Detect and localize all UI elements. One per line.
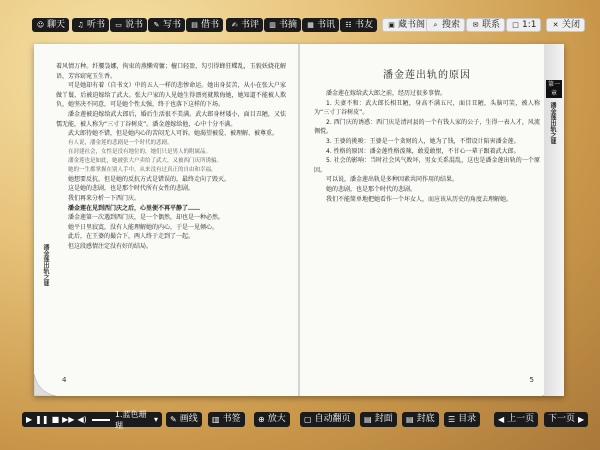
right-page: [300, 44, 564, 396]
toc-button[interactable]: ☰ 目录: [444, 412, 480, 427]
zoom-in-button[interactable]: ⊕ 放大: [254, 412, 290, 427]
borrow-button[interactable]: ▤ 借书: [186, 18, 223, 32]
paragraph: 4. 性格的原因：潘金莲性格泼辣，敢爱敢恨，不甘心一辈子跟着武大郎。: [326, 147, 520, 155]
news-icon: ▦: [307, 20, 314, 29]
paragraph: 她想要反抗，但是她的反抗方式是错误的，最终走向了毁灭。: [68, 175, 231, 183]
bookmark-button[interactable]: ▥ 书签: [208, 412, 245, 427]
auto-page-button[interactable]: ▢ 自动翻页: [300, 412, 355, 427]
friends-icon: ☷: [345, 20, 352, 29]
top-toolbar: [0, 0, 600, 44]
right-side-title: 潘金莲出轨之谜: [549, 102, 556, 144]
paragraph: 在封建社会，女性是没有地位的，她们只是男人的附属品。: [68, 148, 212, 155]
prev-page-button[interactable]: ◀ 上一页: [494, 412, 538, 427]
actual-size-button[interactable]: □ 1:1: [506, 18, 541, 32]
backcover-icon: ▤: [406, 415, 414, 424]
contact-icon: ✉: [472, 20, 479, 29]
cover-icon: ▤: [364, 415, 372, 424]
write-button[interactable]: ✎ 写书: [148, 18, 185, 32]
zoom-icon: □: [512, 20, 519, 29]
paragraph: 她的一生都掌握在别人手中，从来没有过真正的自由和幸福。: [68, 166, 217, 173]
paragraph: 此后，在王婆的撮合下，两人终于走到了一起。: [68, 233, 195, 241]
speech-icon: ▭: [115, 20, 122, 29]
pencil-icon: ✎: [170, 415, 177, 424]
library-button[interactable]: ▣ 藏书阁: [382, 18, 430, 32]
paragraph: 我们不能简单地把她看作一个坏女人，而应该从历史的角度去理解她。: [326, 195, 513, 203]
volume-icon[interactable]: ◀): [77, 415, 87, 424]
tell-button[interactable]: ▭ 说书: [110, 18, 147, 32]
book-icon: ▤: [191, 20, 198, 29]
paragraph: 她的悲剧，也是那个时代的悲剧。: [326, 185, 417, 193]
page-curl-left[interactable]: [34, 374, 56, 396]
excerpt-button[interactable]: ▥ 书摘: [264, 18, 301, 32]
paragraph: 3. 王婆的挑唆：王婆是一个贪财的人，她为了钱，不惜设计陷害潘金莲。: [326, 137, 520, 145]
paragraph: 可以说，潘金莲出轨是多种因素共同作用的结果。: [326, 176, 459, 184]
review-button[interactable]: ✍ 书评: [226, 18, 263, 32]
paragraph: 有人说，潘金莲的悲剧是一个时代的悲剧。: [68, 139, 173, 146]
chapter-tab: 第一章: [547, 81, 560, 97]
back-cover-button[interactable]: ▤ 封底: [402, 412, 439, 427]
friends-button[interactable]: ☷ 书友: [340, 18, 377, 32]
pause-icon[interactable]: ❚❚: [35, 415, 49, 424]
stop-icon[interactable]: ■: [51, 415, 60, 424]
paragraph: 潘金莲也是如此，她被张大户卖给了武大，又被西门庆所诱骗。: [68, 157, 223, 164]
close-button[interactable]: ✕ 关闭: [546, 18, 585, 32]
zoom-in-icon: ⊕: [258, 415, 265, 424]
paragraph: 1. 夫妻不和：武大郎长相丑陋，身高不满五尺，面目丑陋，头脑可笑，被人称为“三寸丁谷树皮”。: [314, 99, 540, 117]
excerpt-icon: ▥: [269, 20, 276, 29]
paragraph: 潘金莲被迫嫁给武大郎后，婚后生活很不美满。武大郎身材矮小，面目丑陋，又怯懦无能，被人称为“三寸丁谷树皮”。潘金莲嫁给他，心中十分不满。: [56, 110, 286, 128]
headphones-icon: ♫: [77, 20, 84, 29]
paragraph: 潘金莲第一次遇到西门庆，是一个偶然，却也是一种必然。: [68, 214, 225, 222]
play-icon[interactable]: ▶: [26, 415, 33, 424]
contact-button[interactable]: ✉ 联系: [466, 18, 505, 32]
news-button[interactable]: ▦ 书讯: [302, 18, 339, 32]
next-icon: ▶: [578, 415, 585, 424]
paragraph: 这是她的悲剧，也是那个时代所有女性的悲剧。: [68, 185, 195, 193]
left-side-label: 潘金莲出轨之谜: [42, 244, 49, 286]
volume-slider[interactable]: [92, 419, 110, 421]
paragraph: 2. 西门庆的诱惑：西门庆是清河县的一个有钱人家的公子，生得一表人才，风流倜傥。: [314, 118, 540, 136]
right-side-strip: [544, 44, 564, 396]
search-button[interactable]: ⌕ 搜索: [426, 18, 465, 32]
paragraph: 我们再来分析一下西门庆。: [68, 194, 141, 202]
listen-button[interactable]: ♫ 听书: [72, 18, 109, 32]
paragraph: 5. 社会的影响：当时社会风气败坏，男女关系混乱，这也是潘金莲出轨的一个原因。: [314, 157, 540, 174]
track-dropdown-icon[interactable]: ▾: [153, 415, 158, 424]
review-icon: ✍: [231, 20, 238, 29]
draw-line-button[interactable]: ✎ 画线: [166, 412, 202, 427]
search-icon: ⌕: [433, 20, 438, 29]
chapter-title: 潘金莲出轨的原因: [383, 70, 471, 81]
left-page: [34, 44, 298, 396]
paragraph: 武大郎待她不错，但是她内心的苦闷无人可诉。她渴望被爱、被理解、被尊重。: [68, 130, 279, 138]
paragraph: 可是她却有着（自书文）中的五人一样的悲惨命运。她出身贫苦，从小在张大户家做丫鬟，后被迫嫁给了武大。张大户家的人见她生得漂亮就欺侮她，她知道不能被人欺负，她坚决不同意，可是她个性太强，终于也落下这样的下场。: [56, 82, 286, 109]
cover-button[interactable]: ▤ 封面: [360, 412, 397, 427]
paragraph: 着风情万种。纤腰袅娜，拘束的燕懒莺慵；檀口轻盈，勾引得蜂狂蝶乱，玉貌妖娆花解语，芳容窈窕玉生香。: [56, 63, 286, 80]
chat-button[interactable]: ☺ 聊天: [32, 18, 69, 32]
next-page-button[interactable]: 下一页 ▶: [544, 412, 588, 427]
bookmark-icon: ▥: [212, 415, 220, 424]
auto-page-icon: ▢: [304, 415, 312, 424]
next-track-icon[interactable]: ▶▶: [62, 415, 75, 424]
music-player[interactable]: [22, 409, 162, 430]
highlight-paragraph: 潘金莲在见到西门庆之后，心里便不再平静了……: [68, 204, 201, 212]
track-name: 1.蓝色珊瑚: [114, 409, 147, 430]
right-page-number: 5: [529, 376, 534, 384]
toc-icon: ☰: [448, 415, 456, 424]
book-spread: [34, 44, 564, 396]
pen-icon: ✎: [153, 20, 160, 29]
chat-icon: ☺: [36, 20, 45, 29]
paragraph: 她平日里寂寞，没有人能理解她的内心，于是一见倾心。: [68, 223, 219, 231]
close-icon: ✕: [552, 20, 559, 29]
paragraph: 但这段感情注定没有好的结局。: [68, 242, 153, 250]
library-icon: ▣: [388, 20, 395, 29]
left-page-number: 4: [62, 376, 67, 384]
bottom-toolbar: [0, 410, 600, 434]
paragraph: 潘金莲在嫁给武大郎之前，经历过很多事情。: [326, 90, 447, 97]
prev-icon: ◀: [498, 415, 505, 424]
